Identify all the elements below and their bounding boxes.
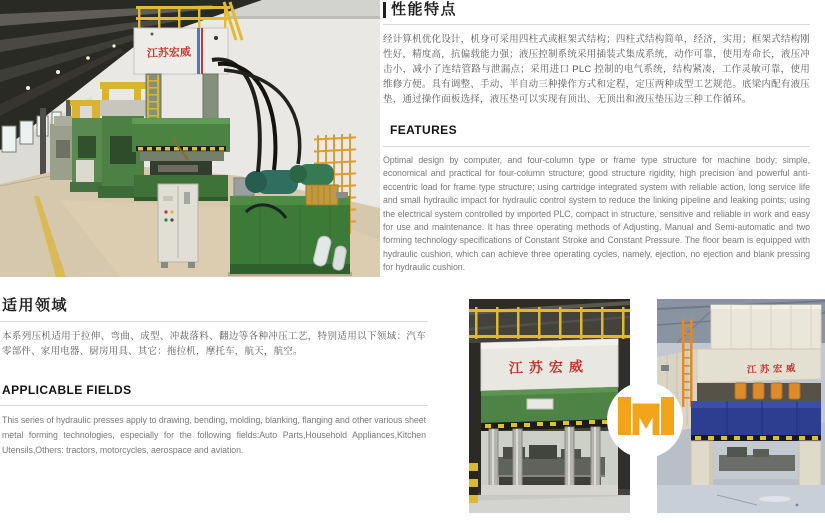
features-section — [383, 1, 810, 275]
press-photo-1-illustration — [469, 299, 630, 513]
features-body-en: Optimal design by computer, and four-column type or frame type structure for machine body; simple, economical and practical for four-column structure; good structure rigidity, high precision and powerful anti-eccentric load for frame type structure; using cartridge integrated system with reliable action, long service life and small hydraulic impact for hydraulic control system to reduce the linking pipeline and leaking points; using the electrical system controlled by imported PLC, compact in structure, sensitive and reliable in work and easy for use and maintenance. It has three operating methods of Adjusting, Manual and Semi-automatic and two forming technology specifications of Constant Stroke and Constant Pressure. The floor beam is equipped with hydraulic cushion, which can achieve three operating cycles, namely, ejection, no ejection and blank pressing for hydraulic cushion. — [383, 155, 810, 273]
divider-line — [383, 24, 810, 25]
fields-title-zh: 适用领域 — [2, 297, 69, 314]
control-cabinet-icon — [158, 184, 198, 268]
heading-accent-bar — [383, 2, 386, 18]
hero-factory-illustration — [0, 0, 380, 277]
photo1-brand-text: 江苏宏威 — [508, 357, 590, 377]
features-title-zh: 性能特点 — [391, 1, 458, 18]
photo2-brand-text: 江苏宏威 — [746, 363, 800, 376]
fields-title-en: APPLICABLE FIELDS — [2, 383, 132, 397]
hazard-curb-icon — [469, 463, 478, 503]
applicable-fields-section — [0, 297, 428, 457]
divider-line — [383, 146, 810, 147]
divider-line — [0, 321, 428, 322]
press-photo-1 — [469, 299, 630, 513]
fields-body-zh: 本系列压机适用于拉伸、弯曲、成型、冲裁落料、翻边等各种冲压工艺，特别适用以下领域：汽车零部件、家用电器、厨房用具、其它：拖拉机，摩托车，航天，航空。 — [2, 331, 426, 357]
divider-line — [0, 405, 428, 406]
fields-body-en: This series of hydraulic presses apply to drawing, bending, molding, blanking, flanging and other various sheet metal forming technologies, especially for the following fields:Auto Parts,Household Appliances,Kitchen Utensils,Others: tractors, motorcycles, aerospace and aviation. — [2, 415, 426, 455]
features-title-en: FEATURES — [390, 123, 457, 137]
hero-brand-text: 江苏宏威 — [146, 46, 192, 60]
hongwei-logo-icon — [607, 382, 683, 458]
hongwei-monogram-icon — [607, 382, 683, 458]
hero-factory-photo — [0, 0, 380, 277]
features-body-zh: 经计算机优化设计，机身可采用四柱式或框架式结构；四柱式结构简单，经济，实用；框架式结构刚性好，精度高，抗偏载能力强；液压控制系统采用插装式集成系统，动作可靠，使用寿命长，液压冲击小，减小了连结管路与泄漏点；采用进口 PLC 控制的电气系统，结构紧凑，工作灵敏可靠，使用维修方便。具有调整、手动、半自动三种操作方式和定程，定压两种成型工艺规范。底梁内配有液压垫，通过操作面板选择，液压垫可以实现有顶出、无顶出和液压垫压边三种工作循环。 — [383, 34, 810, 105]
